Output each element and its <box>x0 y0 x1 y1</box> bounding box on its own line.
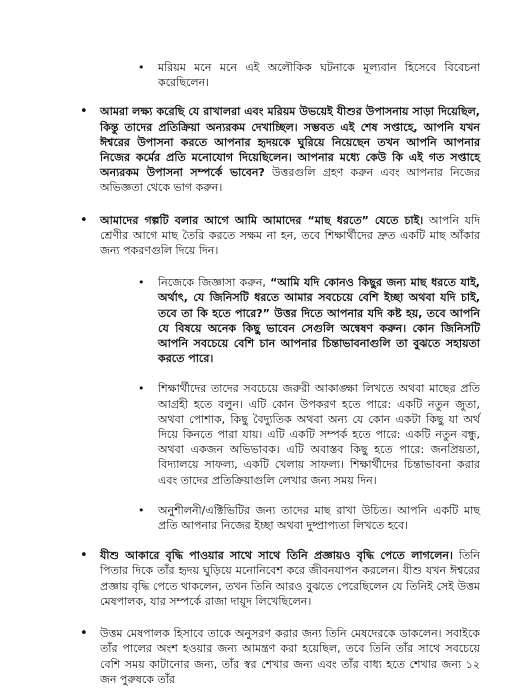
bullet-item <box>80 548 480 609</box>
bullet-item <box>80 626 480 687</box>
bold-text: “আমি যদি কোনও কিছুর জন্য মাছ ধরতে যাই, অর্থাৎ, যে জিনিসটি ধরতে আমার সবচেয়ে বেশি ইচ্ছা অথবা যদি চাই, তবে তা কি হতে পারে?” উত্তর দিতে আপনার যদি কষ্ট হয়, তবে আপনি যে বিষয়ে অনেক কিছু ভাবেন সেগুলি অন্বেষণ করুন। কোন জিনিসটি আপনি সবচেয়ে বেশি চান আপনার চিন্তাভাবনাগুলি তা বুঝতে সহায়তা করতে পারে। <box>158 276 480 366</box>
body-text: তিনি পিতার দিকে তাঁর হৃদয় ঘুড়িয়ে মনোনিবেশ করে জীবনযাপন করলেন। যীশু যখন ঈশ্বরের প্রজ্ঞায় বৃদ্ধি পেতে থাকলেন, তখন তিনি আরও বুঝতে পেরেছিলেন যে তিনিই সেই উত্তম মেষপালক, যার সম্পর্কে রাজা দায়ূদ লিখেছিলেন। <box>100 549 480 608</box>
body-text: শিক্ষার্থীদের তাদের সবচেয়ে জরুরী আকাঙ্ক্ষা লিখতে অথবা মাছের প্রতি আগ্রহী হতে বলুন। এটি কোন উপকরণ হতে পারে: একটি নতুন জুতা, অথবা পোশাক, কিছু বৈদ্যুতিক অথবা অন্য যে কোন একটা কিছু যা অর্থ দিয়ে কিনতে পারা যায়। এটি একটি সম্পর্ক হতে পারে: একটি নতুন বন্ধু, অথবা একজন অভিভাবক। এটি অবাস্তব কিছু হতে পারে: জনপ্রিয়তা, বিদ্যালয়ে সাফল্য, একটি খেলায় সাফল্য। শিক্ষার্থীদের চিন্তাভাবনা করার এবং তাদের প্রতিক্রিয়াগুলি লেখার জন্য সময় দিন। <box>158 382 480 487</box>
bullet-icon: • <box>138 382 145 396</box>
bullet-icon: • <box>138 503 145 517</box>
body-text: মরিয়ম মনে মনে এই অলৌকিক ঘটনাকে মূল্যবান হিসেবে বিবেচনা করেছিলেন। <box>158 61 480 90</box>
sub-bullet-item <box>138 381 480 487</box>
sub-bullet-item <box>138 503 480 533</box>
body-text: আপনি যদি শ্রেণীর আগে মাছ তৈরি করতে সক্ষম না হন, তবে শিক্ষার্থীদের দ্রুত একটি মাছ আঁকার জন্য পকরণগুলি দিয়ে দিন। <box>100 213 480 258</box>
body-text: নিজেকে জিজ্ঞাসা করুন, <box>158 276 271 290</box>
bold-text: আমরা লক্ষ্য করেছি যে রাখালরা এবং মরিয়ম উভয়েই যীশুর উপাসনায় সাড়া দিয়েছিল, কিন্তু তাদের প্রতিক্রিয়া অন্যরকম দেখাচ্ছিল। সম্ভবত এই শেষ সপ্তাহে, আপনি যখন ঈশ্বরের উপাসনা করতে আপনার হৃদয়কে ঘুরিয়ে নিয়েছেন তখন আপনি আপনার নিজের কর্মের প্রতি মনোযোগ দিয়েছিলেন। আপনার মধ্যে কেউ কি এই গত সপ্তাহে অন্যরকম উপাসনা সম্পর্কে ভাবেন? <box>100 105 480 180</box>
bullet-icon: • <box>80 104 88 120</box>
bullet-list <box>80 60 480 687</box>
bullet-icon: • <box>138 276 145 290</box>
bullet-icon: • <box>138 61 145 74</box>
body-text: অনুশীলনী/এক্টিভিটির জন্য তাদের মাছ রাখা উচিত। আপনি একটি মাছ প্রতি আপনার নিজের ইচ্ছা অথবা দুষ্প্রাপ্যতা লিখতে হবে। <box>158 503 480 533</box>
bold-text: যীশু আকারে বৃদ্ধি পাওয়ার সাথে সাথে তিনি প্রজ্ঞায়ও বৃদ্ধি পেতে লাগলেন। <box>100 549 453 563</box>
bullet-icon: • <box>80 548 88 564</box>
bullet-item <box>80 104 480 195</box>
body-text: উত্তম মেষপালক হিসাবে তাকে অনুসরণ করার জন্য তিনি মেষদেরকে ডাকলেন। সবাইকে তাঁর পালের অংশ হওয়ার জন্য আমন্ত্রণ করা হয়েছিল, তবে তিনি তাঁর সাথে সবচেয়ে বেশি সময় কাটানোর জন্য, তাঁর স্বর শেখার জন্য এবং তাঁর বাধ্য হতে শেখার জন্য ১২ জন পুরুষকে তাঁর <box>100 627 480 686</box>
body-text: উত্তরগুলি গ্রহণ করুন এবং আপনার নিজের অভিজ্ঞতা থেকে ভাগ করুন। <box>100 166 480 195</box>
bullet-item <box>80 213 480 259</box>
bullet-icon: • <box>80 212 88 228</box>
sub-bullet-item <box>138 275 480 366</box>
bold-text: আমাদের গল্পটি বলার আগে আমি আমাদের “মাছ ধরতে” যেতে চাই। <box>100 213 424 227</box>
sub-bullet-item <box>138 60 480 90</box>
bullet-icon: • <box>80 626 88 642</box>
